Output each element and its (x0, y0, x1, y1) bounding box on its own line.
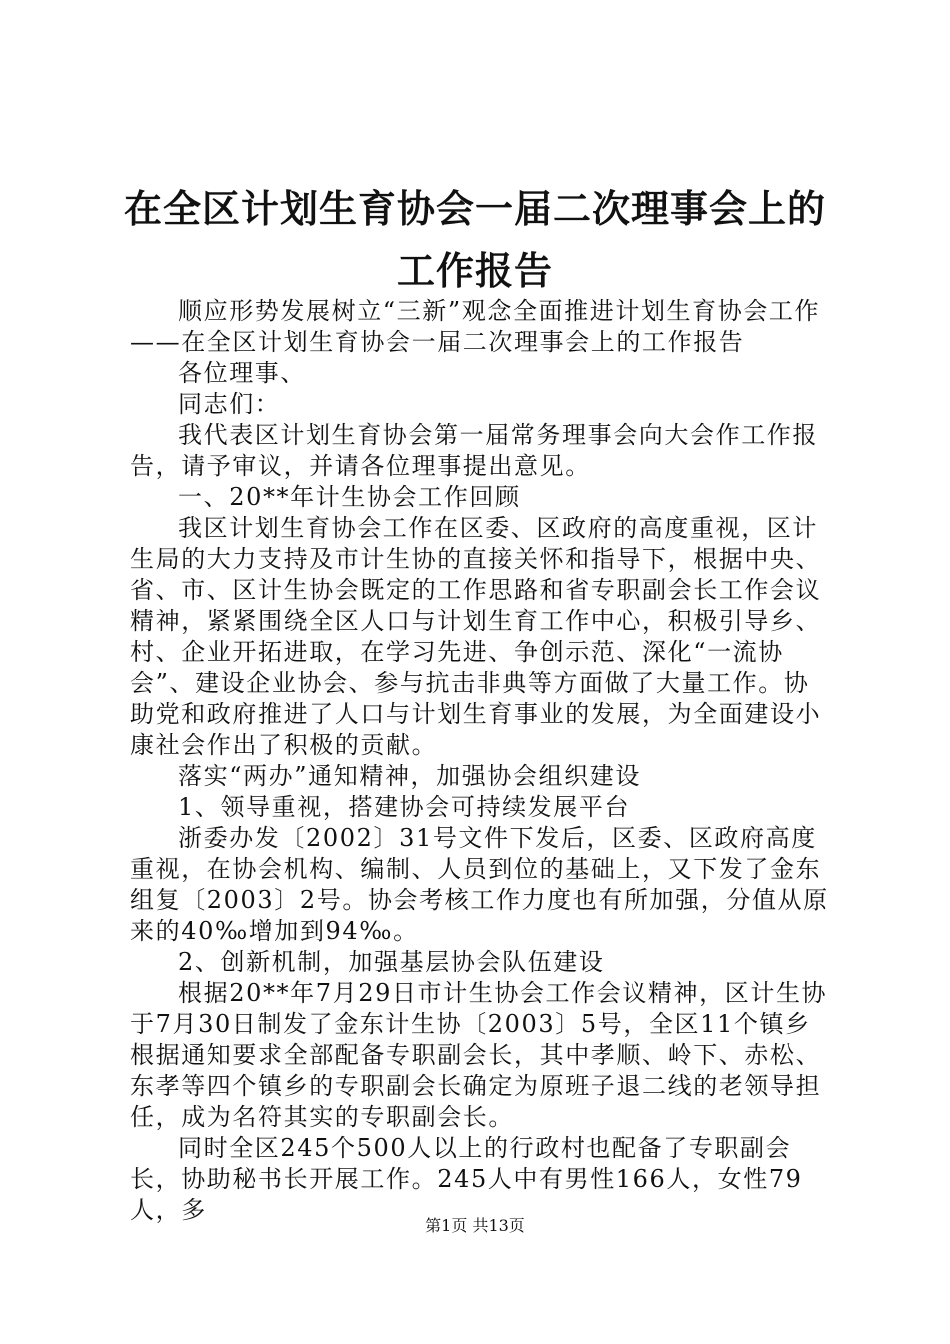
paragraph-item-2-continued: 同时全区245个500人以上的行政村也配备了专职副会长，协助秘书长开展工作。245人中有男性166人，女性79人，多 (130, 1134, 803, 1224)
document-body (130, 296, 830, 1226)
paragraph-salutation-1: 各位理事、 (178, 359, 306, 387)
item-heading-2: 2、创新机制，加强基层协会队伍建设 (178, 948, 605, 976)
paragraph-salutation-2: 同志们： (178, 390, 281, 418)
paragraph-item-2: 根据20**年7月29日市计生协会工作会议精神，区计生协于7月30日制发了金东计生协〔2003〕5号，全区11个镇乡根据通知要求全部配备专职副会长，其中孝顺、岭下、赤松、东孝等四个镇乡的专职副会长确定为原班子退二线的老领导担任，成为名符其实的专职副会长。 (130, 979, 828, 1131)
paragraph-intro: 我代表区计划生育协会第一届常务理事会向大会作工作报告，请予审议，并请各位理事提出意见。 (130, 421, 818, 480)
paragraph-item-1: 浙委办发〔2002〕31号文件下发后，区委、区政府高度重视，在协会机构、编制、人员到位的基础上，又下发了金东组复〔2003〕2号。协会考核工作力度也有所加强，分值从原来的40‰增加到94‰。 (130, 824, 829, 945)
item-heading-1: 1、领导重视，搭建协会可持续发展平台 (178, 793, 631, 821)
document-title: 在全区计划生育协会一届二次理事会上的工作报告 (123, 186, 826, 293)
section-heading-1: 一、20**年计生协会工作回顾 (178, 483, 521, 511)
page-footer: 第1页 共13页 (425, 1216, 525, 1235)
paragraph-review: 我区计划生育协会工作在区委、区政府的高度重视，区计生局的大力支持及市计生协的直接关怀和指导下，根据中央、省、市、区计生协会既定的工作思路和省专职副会长工作会议精神，紧紧围绕全区人口与计划生育工作中心，积极引导乡、村、企业开拓进取，在学习先进、争创示范、深化“一流协会”、建设企业协会、参与抗击非典等方面做了大量工作。协助党和政府推进了人口与计划生育事业的发展，为全面建设小康社会作出了积极的贡献。 (130, 514, 822, 759)
subsection-heading: 落实“两办”通知精神，加强协会组织建设 (178, 762, 641, 790)
paragraph-subtitle: 顺应形势发展树立“三新”观念全面推进计划生育协会工作——在全区计划生育协会一届二次理事会上的工作报告 (130, 297, 821, 356)
